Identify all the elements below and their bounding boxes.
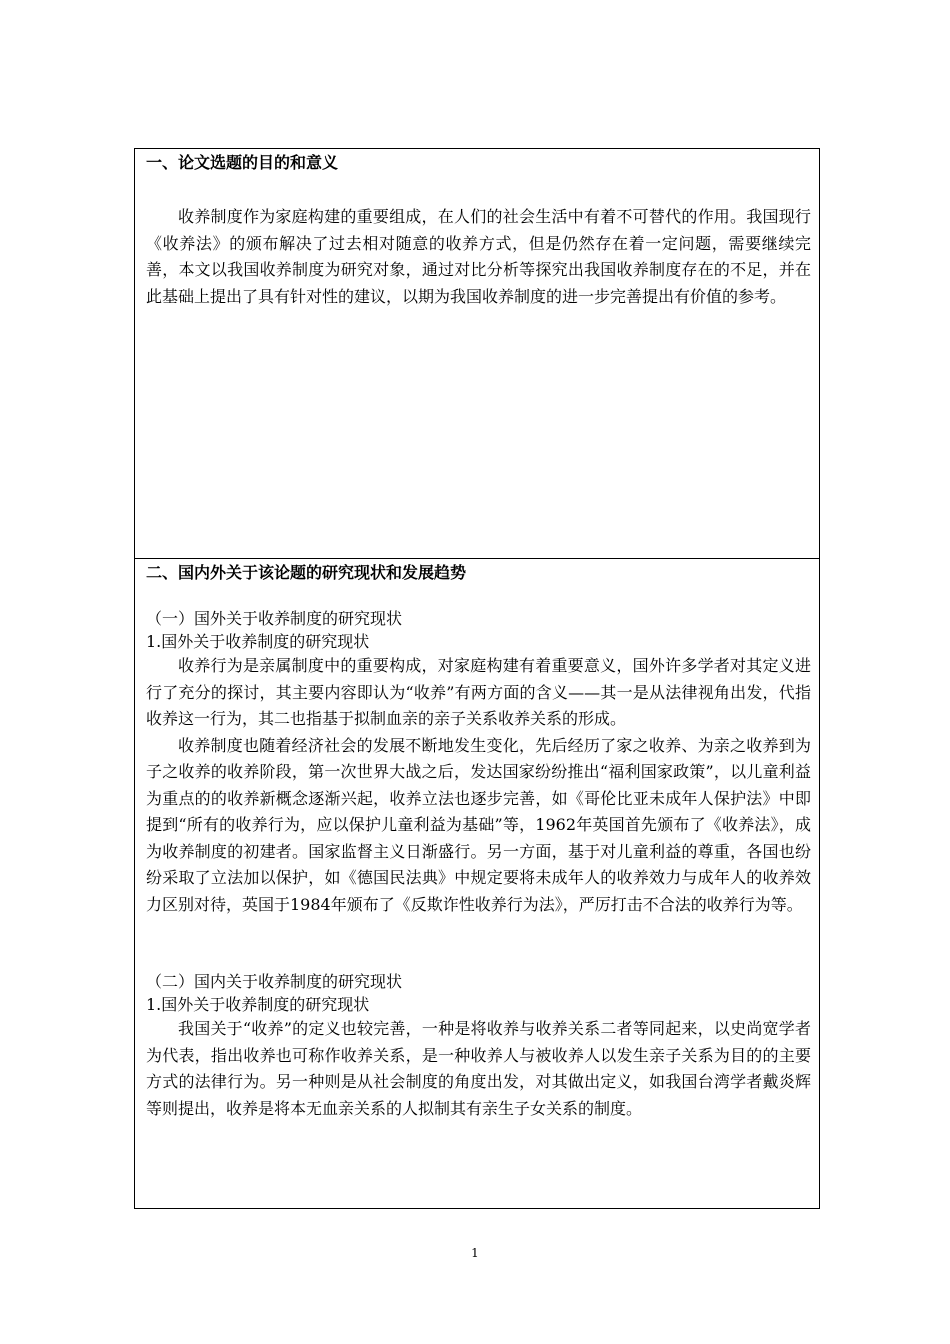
body-paragraph: 收养制度也随着经济社会的发展不断地发生变化，先后经历了家之收养、为亲之收养到为子之收养的收养阶段，第一次世界大战之后，发达国家纷纷推出“福利国家政策”，以儿童利益为重点的的收养新概念逐渐兴起，收养立法也逐步完善，如《哥伦比亚未成年人保护法》中即提到“所有的收养行为，应以保护儿童利益为基础”等，1962年英国首先颁布了《收养法》，成为收养制度的初建者。国家监督主义日渐盛行。另一方面，基于对儿童利益的尊重，各国也纷纷采取了立法加以保护，如《德国民法典》中规定要将未成年人的收养效力与成年人的收养效力区别对待，英国于1984年颁布了《反欺诈性收养行为法》，严厉打击不合法的收养行为等。 bbox=[146, 735, 811, 914]
section-heading: 二、国内外关于该论题的研究现状和发展趋势 bbox=[146, 563, 467, 582]
section-purpose bbox=[135, 149, 819, 559]
section-paragraph: 收养制度作为家庭构建的重要组成，在人们的社会生活中有着不可替代的作用。我国现行《收养法》的颁布解决了过去相对随意的收养方式，但是仍然存在着一定问题，需要继续完善，本文以我国收养制度为研究对象，通过对比分析等探究出我国收养制度存在的不足，并在此基础上提出了具有针对性的建议，以期为我国收养制度的进一步完善提出有价值的参考。 bbox=[146, 207, 811, 306]
body-paragraph: 我国关于“收养”的定义也较完善，一种是将收养与收养关系二者等同起来，以史尚宽学者为代表，指出收养也可称作收养关系，是一种收养人与被收养人以发生亲子关系为目的的主要方式的法律行为。另一种则是从社会制度的角度出发，对其做出定义，如我国台湾学者戴炎辉等则提出，收养是将本无血亲关系的人拟制其有亲生子女关系的制度。 bbox=[146, 1019, 811, 1118]
subsection-title: （一）国外关于收养制度的研究现状 bbox=[146, 609, 403, 628]
subsection-item: 1.国外关于收养制度的研究现状 bbox=[146, 995, 370, 1014]
subsection-title: （二）国内关于收养制度的研究现状 bbox=[146, 972, 403, 991]
proposal-table bbox=[134, 148, 820, 1209]
subsection-item: 1.国外关于收养制度的研究现状 bbox=[146, 632, 370, 651]
body-paragraph: 收养行为是亲属制度中的重要构成，对家庭构建有着重要意义，国外许多学者对其定义进行了充分的探讨，其主要内容即认为“收养”有两方面的含义——其一是从法律视角出发，代指收养这一行为，其二也指基于拟制血亲的亲子关系收养关系的形成。 bbox=[146, 656, 811, 728]
section-heading: 一、论文选题的目的和意义 bbox=[146, 153, 339, 172]
section-research-status bbox=[135, 559, 819, 1208]
page-number: 1 bbox=[471, 1246, 479, 1260]
